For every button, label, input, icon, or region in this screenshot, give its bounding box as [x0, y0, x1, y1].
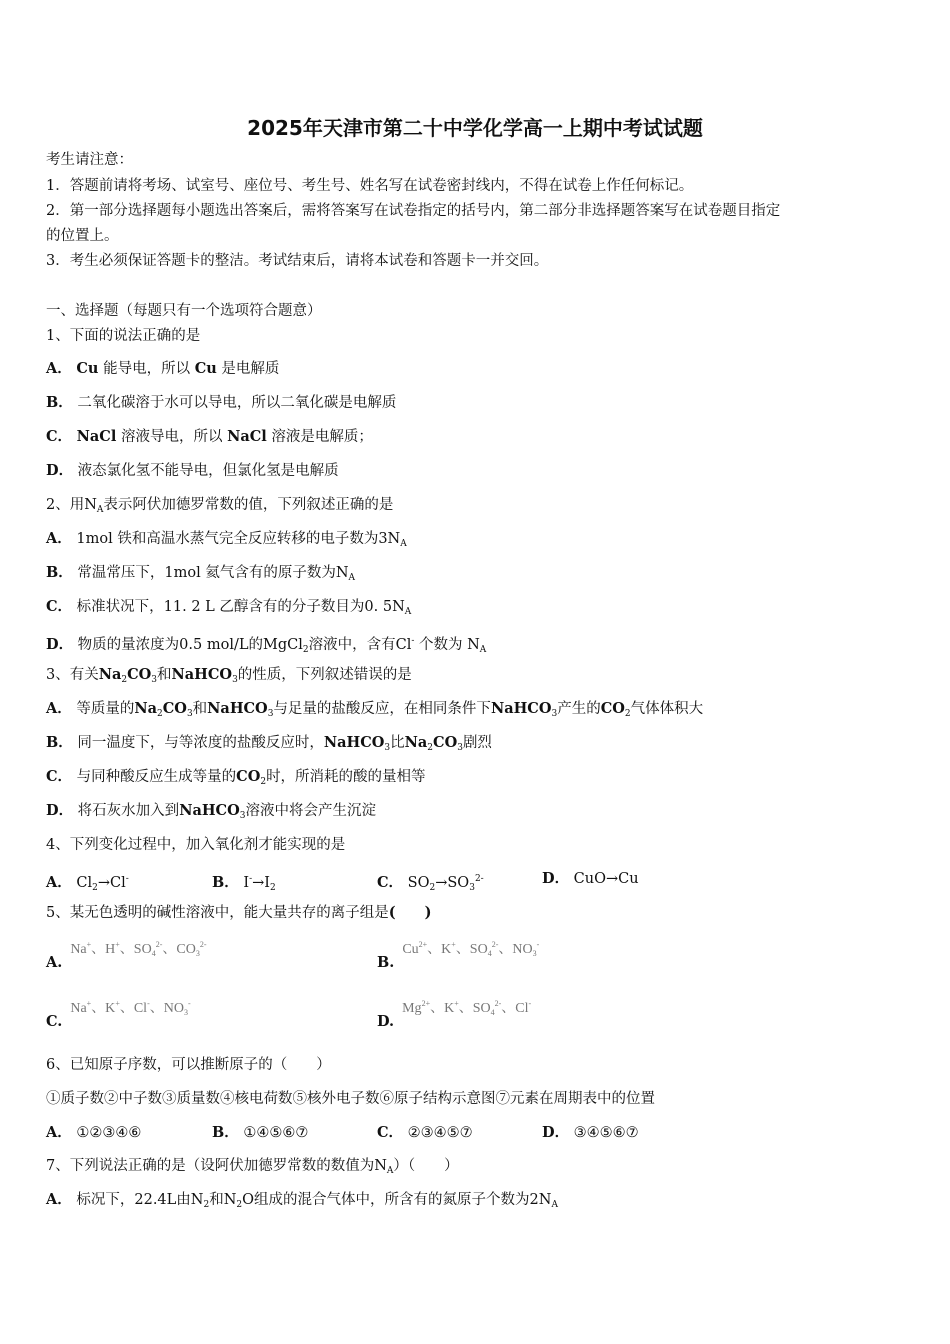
text: 、H [91, 942, 116, 957]
subscript: 3 [551, 709, 558, 719]
page-title: 2025年天津市第二十中学化学高一上期中考试试题 [247, 116, 703, 140]
text: 的位置上。 [46, 228, 119, 244]
bold-text: ( ) [388, 904, 432, 921]
superscript: - [147, 999, 150, 1008]
text: 2．第一部分选择题每小题选出答案后，需将答案写在试卷指定的括号内，第二部分非选择题答案写在试卷题目指定 [46, 203, 781, 219]
bold-text: C． [46, 768, 73, 785]
superscript: 2- [155, 940, 163, 949]
subscript: 4 [151, 949, 156, 958]
text: 一、选择题（每题只有一个选项符合题意） [46, 303, 322, 319]
bold-text: NaHCO [207, 700, 268, 717]
superscript: - [187, 999, 191, 1008]
text: Cl [71, 875, 93, 891]
superscript: - [528, 999, 532, 1008]
subscript: 2 [260, 777, 267, 787]
text: O组成的混合气体中，所含有的氮原子个数为2N [242, 1192, 552, 1208]
bold-text: D． [46, 802, 74, 819]
notice-item [46, 251, 548, 271]
text: 溶液中，含有Cl [308, 637, 412, 653]
superscript: + [454, 999, 459, 1008]
bold-text: C． [46, 428, 73, 445]
text: 3、有关 [46, 667, 99, 683]
option [46, 869, 129, 898]
ion-list [402, 942, 539, 957]
bold-text: Na [134, 700, 158, 717]
text: 的性质，下列叙述错误的是 [237, 667, 412, 683]
text: 溶液导电，所以 [116, 429, 228, 445]
option [212, 869, 276, 898]
subscript: 2 [121, 675, 128, 685]
option [46, 631, 486, 660]
superscript: - [125, 874, 129, 884]
bold-text: B． [46, 734, 73, 751]
subscript: 3 [239, 811, 246, 821]
superscript: - [536, 940, 540, 949]
text: Na [70, 1001, 87, 1016]
subscript: 3 [232, 675, 238, 685]
text: Cu [402, 942, 419, 957]
bold-text: C． [377, 1124, 404, 1141]
text: 、SO [458, 1001, 491, 1016]
subscript: A [400, 539, 407, 549]
option [46, 427, 373, 447]
subscript: 4 [487, 949, 492, 958]
text: 表示阿伏加德罗常数的值，下列叙述正确的是 [103, 497, 394, 513]
text: ）（ ） [393, 1158, 459, 1174]
text: 、K [91, 1001, 116, 1016]
text: 同一温度下，与等浓度的盐酸反应时， [72, 735, 324, 751]
bold-text: A． [46, 360, 72, 377]
text: CuO→Cu [569, 871, 639, 887]
text: 溶液是电解质； [266, 429, 373, 445]
ion-list [70, 1001, 190, 1016]
superscript: + [115, 940, 120, 949]
superscript: + [115, 999, 120, 1008]
option [46, 563, 355, 588]
text: 1．答题前请将考场、试室号、座位号、考生号、姓名写在试卷密封线内，不得在试卷上作任何标记。 [46, 178, 694, 194]
text: ③④⑤⑥⑦ [569, 1125, 639, 1141]
bold-text: B． [46, 394, 73, 411]
option [46, 940, 207, 972]
text: Na [70, 942, 87, 957]
subscript: 2 [302, 645, 309, 655]
text: →I [252, 875, 271, 891]
question-stem [46, 495, 393, 520]
bold-text: D． [46, 636, 74, 653]
text: 将石灰水加入到 [73, 803, 180, 819]
superscript: + [86, 940, 92, 949]
option [46, 801, 376, 826]
text: 、Cl [119, 1001, 148, 1016]
bold-text: CO [127, 666, 152, 683]
text: 能导电，所以 [98, 361, 195, 377]
text: 4、下列变化过程中，加入氧化剂才能实现的是 [46, 837, 346, 853]
question-stem [46, 326, 200, 346]
superscript: 2+ [418, 940, 428, 949]
subscript: 2 [157, 709, 163, 719]
option [377, 1123, 473, 1143]
text: 考生请注意： [46, 152, 133, 168]
subscript: 3 [532, 949, 537, 958]
item-list [46, 1089, 655, 1109]
bold-text: NaHCO [171, 666, 233, 683]
subscript: 3 [267, 709, 274, 719]
text: ①②③④⑥ [71, 1125, 142, 1141]
text: 和 [157, 667, 172, 683]
option [542, 1123, 639, 1143]
superscript: 2- [491, 940, 499, 949]
text: 5、某无色透明的碱性溶液中，能大量共存的离子组是 [46, 905, 389, 921]
notice-item [46, 226, 119, 246]
option [46, 393, 396, 413]
text: 等质量的 [71, 701, 135, 717]
superscript: 2+ [421, 999, 431, 1008]
option [212, 1123, 308, 1143]
bold-text: C． [377, 874, 404, 891]
subscript: 2 [429, 883, 436, 893]
text: 与足量的盐酸反应，在相同条件下 [273, 701, 491, 717]
superscript: 2- [474, 874, 484, 884]
subscript: 3 [186, 709, 193, 719]
option [46, 1190, 558, 1215]
text: 二氧化碳溶于水可以导电，所以二氧化碳是电解质 [72, 395, 397, 411]
text: 1mol 铁和高温水蒸气完全反应转移的电子数为3N [71, 531, 401, 547]
subscript: 3 [469, 883, 475, 893]
subscript: 3 [195, 949, 200, 958]
option [46, 1123, 141, 1143]
bold-text: NaHCO [179, 802, 240, 819]
subscript: 2 [236, 1200, 243, 1210]
option [46, 733, 492, 758]
subscript: A [479, 645, 487, 655]
option [377, 940, 540, 972]
option [46, 461, 339, 481]
text: 标准状况下，11. 2 L 乙醇含有的分子数目为0. 5N [72, 599, 405, 615]
bold-text: A． [46, 530, 72, 547]
text: 和N [209, 1192, 237, 1208]
text: →Cl [97, 875, 126, 891]
text: 、NO [498, 942, 533, 957]
text: 2、用N [46, 497, 97, 513]
bold-text: Cu [194, 360, 217, 377]
option [46, 597, 411, 622]
subscript: 3 [183, 1008, 188, 1017]
option-label: B. [377, 954, 395, 971]
bold-text: NaHCO [323, 734, 385, 751]
subscript: 2 [427, 743, 434, 753]
subscript: 3 [151, 675, 158, 685]
bold-text: D． [46, 462, 74, 479]
text: 7、下列说法正确的是（设阿伏加德罗常数的数值为N [46, 1158, 387, 1174]
bold-text: Na [404, 734, 428, 751]
text: 、Cl [501, 1001, 529, 1016]
text: 3．考生必须保证答题卡的整洁。考试结束后，请将本试卷和答题卡一并交回。 [46, 253, 549, 269]
subscript: A [348, 573, 356, 583]
question-stem [46, 1156, 459, 1181]
subscript: 2 [624, 709, 631, 719]
text: 6、已知原子序数，可以推断原子的（ ） [46, 1057, 331, 1073]
text: ①④⑤⑥⑦ [238, 1125, 309, 1141]
option [46, 999, 191, 1031]
option [377, 869, 484, 898]
bold-text: A． [46, 874, 72, 891]
bold-text: CO [162, 700, 187, 717]
text: 时，所消耗的酸的量相等 [266, 769, 426, 785]
text: 标况下，22.4L由N [71, 1192, 204, 1208]
notice-item [46, 201, 780, 221]
text: 溶液中将会产生沉淀 [245, 803, 376, 819]
bold-text: B． [212, 874, 239, 891]
text: 与同种酸反应生成等量的 [72, 769, 237, 785]
superscript: - [249, 874, 253, 884]
bold-text: CO [600, 700, 625, 717]
question-stem [46, 903, 431, 923]
subscript: A [386, 1166, 394, 1176]
subscript: 3 [384, 743, 391, 753]
text: 产生的 [557, 701, 601, 717]
text: 、CO [162, 942, 196, 957]
bold-text: C． [46, 598, 73, 615]
bold-text: B． [46, 564, 73, 581]
bold-text: Cu [76, 360, 99, 377]
text: ①质子数②中子数③质量数④核电荷数⑤核外电子数⑥原子结构示意图⑦元素在周期表中的位置 [46, 1091, 655, 1107]
text: 、K [430, 1001, 455, 1016]
superscript: 2- [494, 999, 502, 1008]
question-stem [46, 1055, 331, 1075]
section-heading [46, 301, 322, 321]
question-stem [46, 835, 345, 855]
text: SO [403, 875, 430, 891]
bold-text: NaHCO [490, 700, 552, 717]
text: 1、下面的说法正确的是 [46, 328, 201, 344]
text: 物质的量浓度为0.5 mol/L的MgCl [73, 637, 303, 653]
text: 和 [192, 701, 208, 717]
option [542, 869, 639, 889]
superscript: - [411, 636, 415, 646]
subscript: A [404, 607, 412, 617]
text: 、SO [455, 942, 488, 957]
subscript: 3 [457, 743, 463, 753]
text: 比 [390, 735, 405, 751]
option [46, 359, 279, 379]
superscript: 2- [199, 940, 207, 949]
option [46, 767, 426, 792]
option [46, 529, 407, 554]
bold-text: A． [46, 1191, 72, 1208]
subscript: A [96, 505, 104, 515]
superscript: + [451, 940, 456, 949]
notice-item [46, 176, 693, 196]
subscript: 2 [270, 883, 276, 893]
option-label: C. [46, 1013, 63, 1030]
subscript: 2 [92, 883, 98, 893]
text: 、NO [149, 1001, 184, 1016]
subscript: 2 [203, 1200, 210, 1210]
bold-text: Na [98, 666, 122, 683]
text: 液态氯化氢不能导电，但氯化氢是电解质 [73, 463, 339, 479]
text: 、SO [119, 942, 152, 957]
text: 气体体积大 [630, 701, 704, 717]
subscript: A [551, 1200, 558, 1210]
text: 是电解质 [216, 361, 280, 377]
text: 、K [427, 942, 452, 957]
bold-text: D． [542, 870, 570, 887]
bold-text: NaCl [227, 428, 267, 445]
text: 剧烈 [462, 735, 492, 751]
ion-list [402, 1001, 531, 1016]
subscript: 4 [490, 1008, 495, 1017]
bold-text: A． [46, 1124, 72, 1141]
ion-list [70, 942, 206, 957]
bold-text: NaCl [76, 428, 117, 445]
bold-text: D． [542, 1124, 570, 1141]
option-label: D. [377, 1013, 395, 1030]
bold-text: B． [212, 1124, 239, 1141]
bold-text: CO [236, 768, 261, 785]
option [377, 999, 532, 1031]
text: 个数为 N [414, 637, 480, 653]
option [46, 699, 703, 724]
text: 常温常压下，1mol 氦气含有的原子数为N [72, 565, 349, 581]
notice-heading [46, 150, 133, 170]
text: ②③④⑤⑦ [403, 1125, 473, 1141]
option-label: A. [46, 954, 63, 971]
bold-text: CO [433, 734, 458, 751]
question-stem [46, 665, 412, 690]
text: I [238, 875, 250, 891]
bold-text: A． [46, 700, 72, 717]
superscript: + [86, 999, 92, 1008]
text: →SO [435, 875, 470, 891]
text: Mg [402, 1001, 422, 1016]
